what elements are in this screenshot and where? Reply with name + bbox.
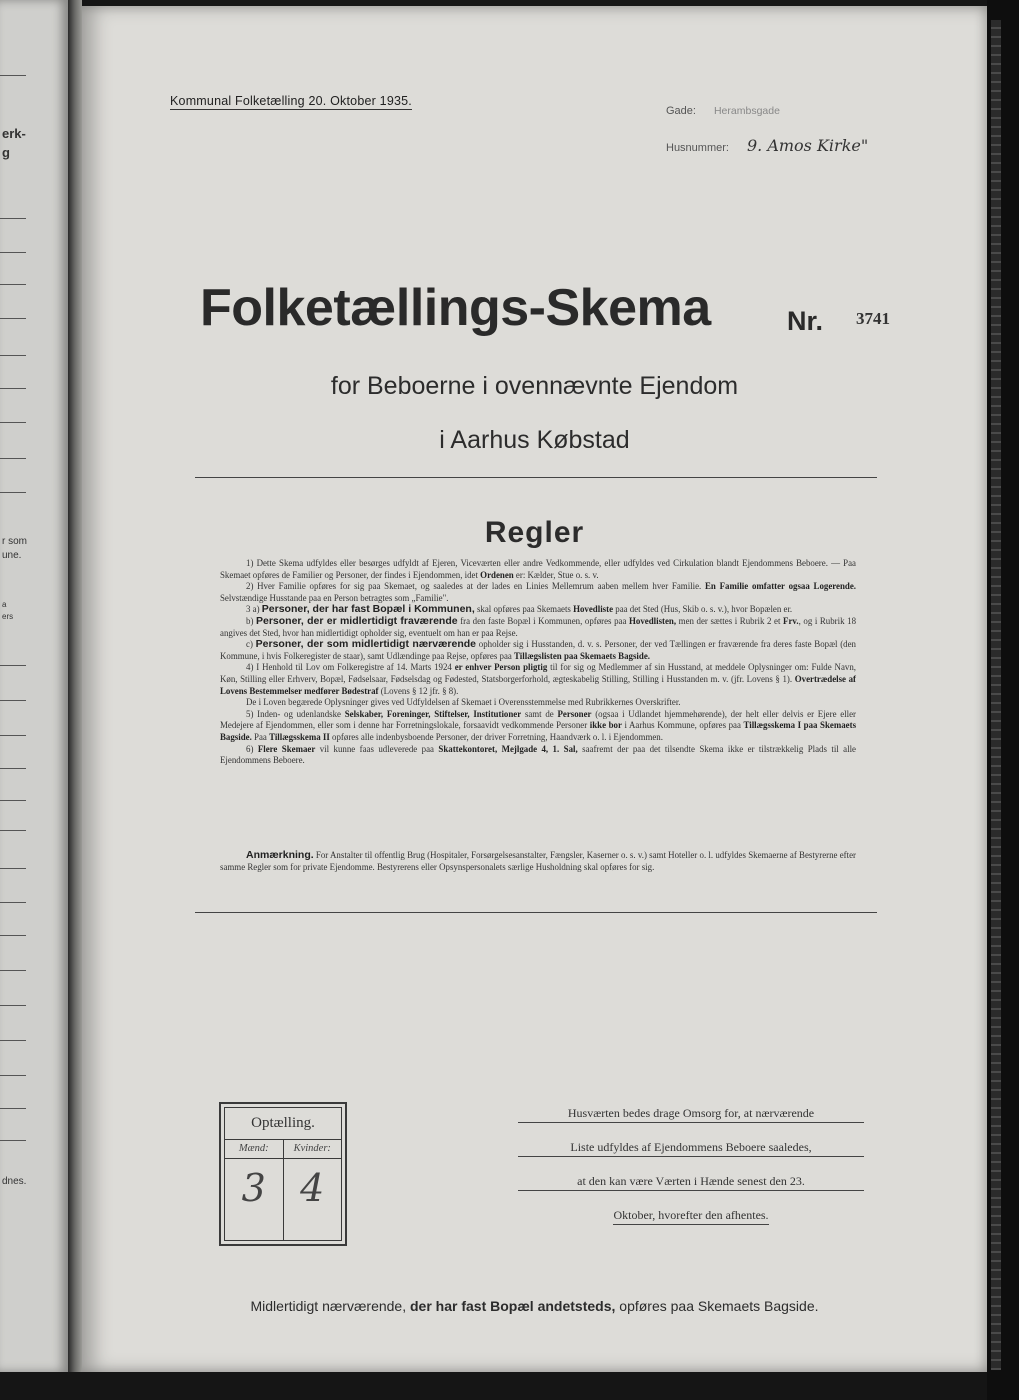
divider (195, 477, 877, 478)
rule-text: 6) (246, 743, 258, 754)
left-fragment: r som (2, 536, 27, 547)
left-rule (0, 284, 26, 285)
rule-2 (220, 581, 856, 604)
rule-text: 4) I Henhold til Lov om Folkeregistre af 14. Marts 1924 (246, 662, 455, 673)
left-rule (0, 735, 26, 736)
host-notice-line: Oktober, hvorefter den afhentes. (613, 1208, 768, 1225)
left-rule (0, 388, 26, 389)
men-count: 3 (241, 1166, 266, 1210)
left-fragment: ers (2, 612, 14, 621)
rule-text: (Lovens § 12 jfr. § 8). (378, 685, 459, 696)
left-rule (0, 318, 26, 319)
rule-emphasis: Skattekontoret, Mejlgade 4, 1. Sal, (438, 743, 578, 754)
divider (195, 912, 877, 913)
left-rule (0, 218, 26, 219)
remark-paragraph (220, 850, 856, 873)
host-notice (518, 1106, 864, 1225)
left-neighbour-page (0, 0, 68, 1372)
count-title: Optælling. (225, 1108, 341, 1140)
left-rule (0, 700, 26, 701)
left-rule (0, 1140, 26, 1141)
host-notice-line: at den kan være Værten i Hænde senest den 23. (518, 1174, 864, 1191)
rule-text: c) (246, 639, 256, 650)
footer-note (82, 1298, 987, 1314)
left-rule (0, 1075, 26, 1076)
left-rule (0, 1108, 26, 1109)
census-form-page (82, 6, 987, 1372)
remark-text: For Anstalter til offentlig Brug (Hospitaler, Forsørgelsesanstalter, Fængsler, Kaserner o. s. v.) samt Hoteller o. l. udfyldes Skemaerne af Bestyrerne efter samme Regler som for private Ejendomme. Bestyrerens eller Opsynspersonalets særlige Husholdning skal opføres for sig. (220, 850, 856, 872)
street-label: Gade: (666, 105, 696, 117)
form-subtitle: for Beboerne i ovennævnte Ejendom (330, 372, 739, 400)
left-rule (0, 868, 26, 869)
remark-label: Anmærkning. (246, 849, 314, 861)
rule-highlight: Personer, der som midlertidigt nærværende (255, 638, 477, 651)
women-label: Kvinder: (284, 1140, 342, 1159)
rule-text: 3 a) (246, 604, 262, 615)
rule-4-cont (220, 697, 856, 709)
left-rule (0, 75, 26, 76)
rule-text: Paa (251, 731, 270, 742)
left-rule (0, 492, 26, 493)
left-rule (0, 935, 26, 936)
form-location: i Aarhus Købstad (439, 426, 630, 454)
form-number-value: 3741 (856, 309, 890, 328)
rule-text: skal opføres paa Skemaets (474, 604, 574, 615)
rule-text: til for sig og Medlemmer af sin Husstand, at meddele Oplysninger om: Fulde Navn, Køn, Stilling eller Erhverv, Bopæl, Fødselsaar, Fødselsdag og Fødested, Statsborgerforhold, ægteskabelig Stilling, Stilling i Husstanden m. v. (jfr. Lovens § 1). (220, 662, 856, 684)
women-column (283, 1140, 342, 1240)
rule-emphasis: Personer (557, 708, 592, 719)
rule-4 (220, 662, 856, 697)
left-rule (0, 902, 26, 903)
rule-emphasis: Tillægslisten paa Skemaets Bagside. (514, 650, 650, 661)
rule-text: Selvstændige Husstande paa en Person betragtes som „Familie". (220, 592, 449, 603)
rule-1 (220, 558, 856, 581)
page-edge-strip (991, 20, 1001, 1370)
rule-highlight: Personer, der har fast Bopæl i Kommunen, (261, 603, 475, 616)
street-value: Herambsgade (713, 105, 780, 117)
rule-text: i Aarhus Kommune, opføres paa (621, 720, 744, 731)
rule-highlight: Personer, der er midlertidigt fraværende (255, 614, 458, 627)
form-title: Folketællings-Skema (200, 279, 711, 337)
count-box (219, 1102, 347, 1246)
rules-text (220, 558, 856, 767)
rule-6 (220, 744, 856, 767)
scan-right-edge (987, 0, 1019, 1400)
left-fragment: erk- (2, 126, 26, 141)
rule-3c (220, 639, 856, 662)
rule-emphasis: Flere Skemaer (257, 743, 316, 754)
rule-5 (220, 709, 856, 744)
rule-text: De i Loven begærede Oplysninger gives ved Udfyldelsen af Skemaet i Overensstemmelse med Rubrikkernes Overskrifter. (246, 697, 681, 708)
rule-text: fra den faste Bopæl i Kommunen, opføres paa (457, 615, 629, 626)
rule-text: paa det Sted (Hus, Skib o. s. v.), hvor Bopælen er. (613, 604, 793, 615)
rule-text: er: Kælder, Stue o. s. v. (513, 569, 599, 580)
rule-emphasis: Overtrædelse af Lovens Bestemmelser medfører Bødestraf (220, 673, 857, 696)
host-notice-line: Liste udfyldes af Ejendommens Beboere saaledes, (518, 1140, 864, 1157)
rule-text: samt de (521, 708, 558, 719)
count-columns (225, 1140, 341, 1240)
rule-3b (220, 616, 856, 639)
left-fragment: a (2, 600, 7, 609)
rule-text: opholder sig i Husstanden, d. v. s. Personer, der ved Tællingen er fraværende fra deres faste Bopæl (den Kommune, i hvis Folkeregister de staar), samt Udlændinge paa Rejse, opføres paa (220, 639, 856, 661)
left-rule (0, 355, 26, 356)
left-rule (0, 830, 26, 831)
women-count: 4 (300, 1166, 325, 1210)
rule-text: 2) Hver Familie opføres for sig paa Skemaet, og saaledes at der lades en Linies Mellemrum aaben mellem hver Familie. (246, 581, 706, 592)
left-rule (0, 422, 26, 423)
rules-heading: Regler (484, 516, 585, 549)
rule-text: 1) Dette Skema udfyldes eller besørges udfyldt af Ejeren, Viceværten eller andre Vedkommende, eller udfyldes ved Cirkulation blandt Ejendommens Beboere. — Paa Skemaet opføres de Familier og Personer, der findes i Ejendommen, idet (220, 558, 856, 580)
house-number-field (666, 136, 868, 155)
left-rule (0, 665, 26, 666)
men-column (225, 1140, 283, 1240)
rule-emphasis: ikke bor (589, 720, 622, 731)
left-fragment: une. (2, 550, 22, 561)
street-field (666, 105, 780, 117)
left-fragment: g (2, 145, 10, 160)
census-header: Kommunal Folketælling 20. Oktober 1935. (170, 94, 412, 108)
footer-text: Midlertidigt nærværende, (250, 1298, 410, 1314)
house-number-value: 9. Amos Kirke" (746, 136, 869, 155)
rule-emphasis: Hovedliste (573, 604, 614, 615)
rule-text: 5) Inden- og udenlandske (246, 708, 345, 719)
left-rule (0, 252, 26, 253)
footer-emphasis: der har fast Bopæl andetsteds, (410, 1298, 616, 1314)
men-label: Mænd: (225, 1140, 283, 1159)
rule-emphasis: Frv. (783, 615, 799, 626)
rule-text: b) (246, 615, 256, 626)
left-rule (0, 970, 26, 971)
rule-text: (ogsaa i Udlandet hjemmehørende), der helt eller delvis er Ejere eller Medejere af Ejendommen, eller som i denne har Forretningslokale, forsaavidt vedkommende Personer (220, 708, 856, 731)
rule-text: saafremt der paa det tilsendte Skema ikke er tilstrækkelig Plads til alle Ejendommens Beboere. (220, 743, 856, 766)
count-box-inner (224, 1107, 342, 1241)
rule-emphasis: er enhver Person pligtig (454, 662, 548, 673)
left-rule (0, 458, 26, 459)
rule-emphasis: Hovedlisten, (629, 615, 677, 626)
rule-text: men der sættes i Rubrik 2 et (676, 615, 784, 626)
remark (220, 850, 856, 873)
left-rule (0, 1005, 26, 1006)
rule-text: opføres alle indenbysboende Personer, der driver Forretning, Haandværk o. l. i Ejendommen. (329, 731, 663, 742)
footer-text: opføres paa Skemaets Bagside. (615, 1298, 819, 1314)
rule-text: , og i Rubrik 18 angives det Sted, hvor han midlertidigt opholder sig, eventuelt om han er paa Rejse. (220, 615, 857, 638)
rule-emphasis: Tillægsskema II (269, 731, 330, 742)
left-rule (0, 1040, 26, 1041)
rule-emphasis: Tillægsskema I paa Skemaets Bagside. (220, 720, 857, 742)
rule-emphasis: Ordenen (480, 569, 514, 580)
rule-text: vil kunne faas udleverede paa (315, 743, 439, 754)
house-number-label: Husnummer: (666, 142, 729, 154)
left-rule (0, 800, 26, 801)
host-notice-line: Husværten bedes drage Omsorg for, at nærværende (518, 1106, 864, 1123)
left-rule (0, 768, 26, 769)
rule-emphasis: Selskaber, Foreninger, Stiftelser, Institutioner (344, 708, 522, 719)
book-gutter (68, 0, 82, 1372)
rule-emphasis: En Familie omfatter ogsaa Logerende. (705, 581, 857, 592)
form-number-label: Nr. (787, 306, 824, 336)
left-fragment: dnes. (2, 1176, 27, 1187)
